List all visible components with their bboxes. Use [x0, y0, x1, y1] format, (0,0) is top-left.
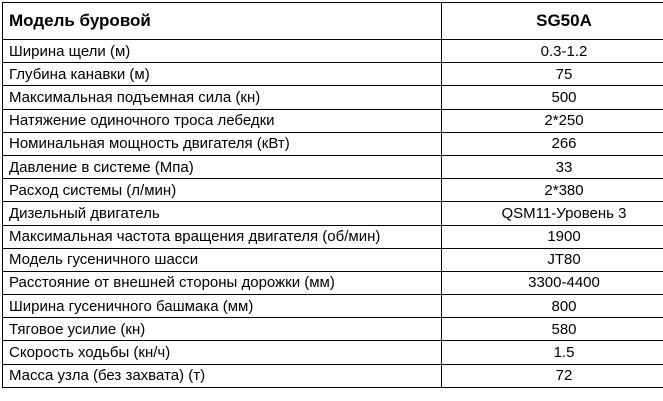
spec-table [2, 2, 663, 388]
spec-table-body [3, 40, 663, 388]
value-cell: 75 [442, 63, 663, 86]
parameter-cell: Расход системы (л/мин) [3, 179, 442, 202]
table-row [3, 271, 663, 294]
table-row [3, 225, 663, 248]
value-cell: JT80 [442, 248, 663, 271]
table-row [3, 155, 663, 178]
table-row [3, 40, 663, 63]
value-cell: 580 [442, 318, 663, 341]
value-cell: 33 [442, 155, 663, 178]
parameter-cell: Ширина гусеничного башмака (мм) [3, 295, 442, 318]
table-row [3, 63, 663, 86]
value-cell: 500 [442, 86, 663, 109]
value-cell: 2*380 [442, 179, 663, 202]
header-parameter-cell: Модель буровой [3, 3, 442, 40]
parameter-cell: Максимальная частота вращения двигателя (об/мин) [3, 225, 442, 248]
value-cell: 0.3-1.2 [442, 40, 663, 63]
table-row [3, 341, 663, 364]
table-row [3, 248, 663, 271]
value-cell: 266 [442, 132, 663, 155]
value-cell: 800 [442, 295, 663, 318]
parameter-cell: Скорость ходьбы (кн/ч) [3, 341, 442, 364]
value-cell: 1.5 [442, 341, 663, 364]
value-cell: QSM11-Уровень 3 [442, 202, 663, 225]
value-cell: 1900 [442, 225, 663, 248]
spec-table-head [3, 3, 663, 40]
value-cell: 2*250 [442, 109, 663, 132]
parameter-cell: Глубина канавки (м) [3, 63, 442, 86]
parameter-cell: Масса узла (без захвата) (т) [3, 364, 442, 387]
table-row [3, 109, 663, 132]
header-value-cell: SG50A [442, 3, 663, 40]
table-row [3, 364, 663, 387]
value-cell: 72 [442, 364, 663, 387]
table-row [3, 179, 663, 202]
value-cell: 3300-4400 [442, 271, 663, 294]
parameter-cell: Натяжение одиночного троса лебедки [3, 109, 442, 132]
parameter-cell: Ширина щели (м) [3, 40, 442, 63]
header-row [3, 3, 663, 40]
parameter-cell: Тяговое усилие (кн) [3, 318, 442, 341]
parameter-cell: Расстояние от внешней стороны дорожки (мм) [3, 271, 442, 294]
table-row [3, 86, 663, 109]
parameter-cell: Давление в системе (Мпа) [3, 155, 442, 178]
parameter-cell: Номинальная мощность двигателя (кВт) [3, 132, 442, 155]
parameter-cell: Модель гусеничного шасси [3, 248, 442, 271]
table-row [3, 295, 663, 318]
table-row [3, 318, 663, 341]
table-row [3, 132, 663, 155]
parameter-cell: Максимальная подъемная сила (кн) [3, 86, 442, 109]
parameter-cell: Дизельный двигатель [3, 202, 442, 225]
table-row [3, 202, 663, 225]
